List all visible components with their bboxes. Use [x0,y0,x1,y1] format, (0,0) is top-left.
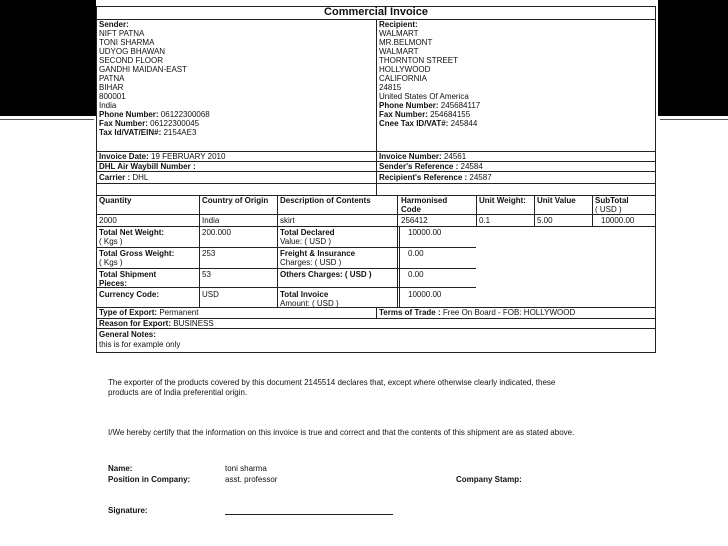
position-value: asst. professor [225,475,278,484]
freight-label: Freight & Insurance [280,249,356,258]
recipient-line: United States Of America [379,92,469,101]
recipient-line: HOLLYWOOD [379,65,431,74]
position-label: Position in Company: [108,475,191,484]
sender-line: India [99,101,117,110]
sender-fax-label: Fax Number: [99,119,148,128]
invoice-date: 19 FEBRUARY 2010 [151,152,226,161]
net-weight-unit: ( Kgs ) [99,237,123,246]
right-rule [660,119,728,120]
recipient-heading: Recipient: [379,20,418,29]
sender-tax: 2154AE3 [163,128,197,137]
sender-line: BIHAR [99,83,124,92]
row-unit-weight: 0.1 [479,216,491,225]
recipient-phone-label: Phone Number: [379,101,439,110]
col-subtotal-unit: ( USD ) [595,205,622,214]
recipient-fax-label: Fax Number: [379,110,428,119]
sender-reference: 24584 [460,162,483,171]
recipient-line: THORNTON STREET [379,56,458,65]
waybill-label: DHL Air Waybill Number : [99,162,196,171]
sender-line: 800001 [99,92,126,101]
recipient-fax: 254684155 [430,110,471,119]
declared-unit: Value: ( USD ) [280,237,331,246]
col-description: Description of Contents [280,196,371,205]
recipient-reference: 24587 [469,173,492,182]
sender-line: GANDHI MAIDAN-EAST [99,65,188,74]
company-stamp-label: Company Stamp: [456,475,522,484]
invoice-amount: 10000.00 [408,290,442,299]
freight-unit: Charges: ( USD ) [280,258,342,267]
export-reason-label: Reason for Export: [99,319,172,328]
row-origin: India [202,216,220,225]
sender-phone: 06122300068 [160,110,210,119]
col-hs-code-2: Code [401,205,421,214]
currency-label: Currency Code: [99,290,160,299]
recipient-tax: 245844 [450,119,478,128]
sender-tax-label: Tax Id/VAT/EIN#: [99,128,162,137]
invoice-amount-label: Total Invoice [280,290,329,299]
declaration-line-2: products are of India preferential origin. [108,388,248,397]
export-type: Permanent [159,308,199,317]
recipient-line: MR.BELMONT [379,38,433,47]
row-unit-value: 5.00 [537,216,553,225]
row-description: skirt [280,216,295,225]
recipient-tax-label: Cnee Tax ID/VAT#: [379,119,449,128]
pieces-label-2: Pieces: [99,279,128,288]
sender-line: UDYOG BHAWAN [99,47,166,56]
col-quantity: Quantity [99,196,132,205]
sender-line: TONI SHARMA [99,38,155,47]
col-subtotal: SubTotal [595,196,629,205]
net-weight-label: Total Net Weight: [99,228,165,237]
col-origin: Country of Origin [202,196,269,205]
sender-heading: Sender: [99,20,129,29]
pieces: 53 [202,270,211,279]
recipient-line: WALMART [379,47,419,56]
sender-line: PATNA [99,74,125,83]
freight: 0.00 [408,249,424,258]
carrier: DHL [132,173,149,182]
row-quantity: 2000 [99,216,117,225]
declaration-line-1: The exporter of the products covered by this document 2145514 declares that, except where otherwise clearly indicated, these [108,378,556,387]
recipient-line: 24815 [379,83,402,92]
signature-label: Signature: [108,506,148,515]
invoice-number-label: Invoice Number: [379,152,442,161]
export-reason: BUSINESS [173,319,214,328]
recipient-phone: 245684117 [440,101,481,110]
recipient-reference-label: Recipient's Reference : [379,173,468,182]
notes-label: General Notes: [99,330,156,339]
sender-fax: 06122300045 [150,119,200,128]
other-charges: 0.00 [408,270,424,279]
sender-phone-label: Phone Number: [99,110,159,119]
invoice-title: Commercial Invoice [324,6,428,18]
col-unit-weight: Unit Weight: [479,196,526,205]
currency: USD [202,290,219,299]
recipient-line: WALMART [379,29,419,38]
invoice-amount-unit: Amount: ( USD ) [280,299,339,308]
carrier-label: Carrier : [99,173,131,182]
terms-label: Terms of Trade : [379,308,441,317]
terms: Free On Board - FOB: HOLLYWOOD [442,308,576,317]
left-black-bar-top [0,0,96,116]
invoice-number: 24561 [443,152,467,161]
sender-line: NIFT PATNA [99,29,145,38]
row-subtotal: 10000.00 [601,216,635,225]
net-weight: 200.000 [202,228,231,237]
export-type-label: Type of Export: [99,308,158,317]
invoice-date-label: Invoice Date: [99,152,149,161]
right-black-bar-top [658,0,728,116]
sender-line: SECOND FLOOR [99,56,164,65]
pieces-label: Total Shipment [99,270,157,279]
name-label: Name: [108,464,133,473]
certification-text: I/We hereby certify that the information on this invoice is true and correct and that the contents of this shipment are as stated above. [108,428,575,437]
recipient-line: CALIFORNIA [379,74,428,83]
col-unit-value: Unit Value [537,196,576,205]
row-hs-code: 256412 [401,216,428,225]
left-rule [0,119,94,120]
other-charges-label: Others Charges: ( USD ) [280,270,372,279]
declared-label: Total Declared [280,228,335,237]
gross-weight-unit: ( Kgs ) [99,258,123,267]
gross-weight-label: Total Gross Weight: [99,249,175,258]
name-value: toni sharma [225,464,267,473]
sender-reference-label: Sender's Reference : [379,162,459,171]
signature-line [225,514,393,515]
gross-weight: 253 [202,249,216,258]
col-hs-code: Harmonised [401,196,448,205]
notes: this is for example only [99,340,181,349]
declared: 10000.00 [408,228,442,237]
